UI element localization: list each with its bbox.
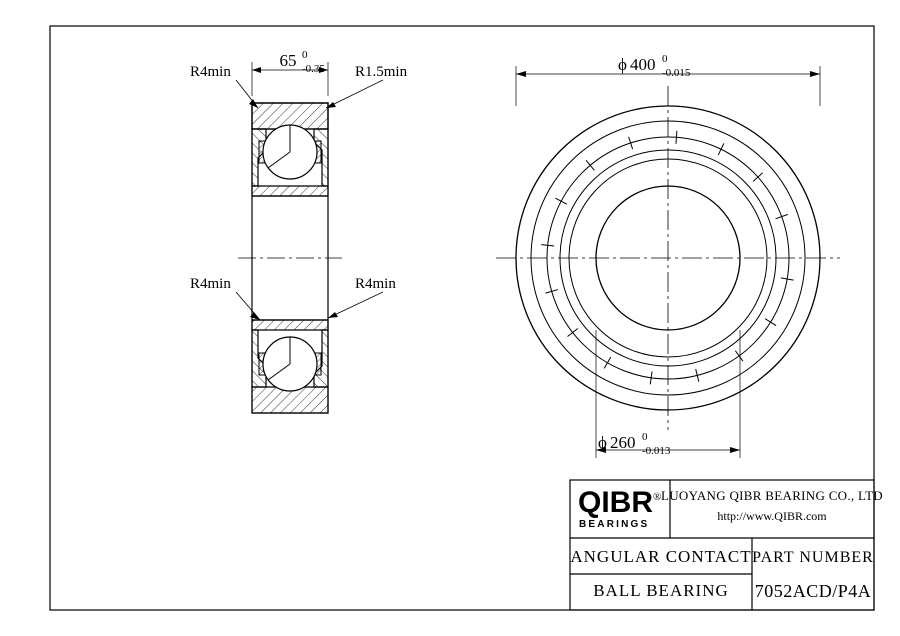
od-dim-value: 400 bbox=[630, 55, 656, 74]
product-line-1: ANGULAR CONTACT bbox=[570, 547, 752, 566]
bore-dim-lower: -0.013 bbox=[642, 445, 671, 457]
width-dim-value: 65 bbox=[279, 51, 297, 70]
bottom-inner-ring bbox=[252, 320, 328, 330]
bore-dim-value: 260 bbox=[610, 433, 636, 452]
bore-dim-symbol: ϕ bbox=[598, 433, 607, 452]
od-dim-symbol: ϕ bbox=[618, 55, 627, 74]
company-name: LUOYANG QIBR BEARING CO., LTD bbox=[661, 488, 883, 503]
company-url: http://www.QIBR.com bbox=[717, 509, 827, 523]
leader-r4min-bottom-left bbox=[236, 292, 260, 320]
note-r15min-top-right: R1.5min bbox=[355, 64, 408, 80]
note-r4min-bottom-right: R4min bbox=[355, 276, 396, 292]
width-dim-upper: 0 bbox=[302, 49, 308, 61]
note-r4min-bottom-left: R4min bbox=[190, 276, 231, 292]
brand-sub-text: BEARINGS bbox=[579, 519, 650, 530]
note-r4min-top-left: R4min bbox=[190, 64, 231, 80]
brand-registered-mark: ® bbox=[653, 491, 662, 503]
leader-r4min-top-left bbox=[236, 80, 258, 108]
od-dim-upper: 0 bbox=[662, 53, 668, 65]
part-number-label: PART NUMBER bbox=[752, 549, 874, 566]
part-number-value: 7052ACD/P4A bbox=[754, 581, 872, 601]
leader-r15min-top-right bbox=[326, 80, 383, 108]
brand-logo-text: QIBR bbox=[578, 486, 653, 519]
bore-dim-upper: 0 bbox=[642, 431, 648, 443]
front-view bbox=[496, 66, 840, 458]
cage-pockets bbox=[541, 131, 793, 384]
od-dim-lower: -0.015 bbox=[662, 67, 691, 79]
width-dim-lower: -0.35 bbox=[302, 63, 325, 75]
top-inner-ring bbox=[252, 186, 328, 196]
leader-r4min-bottom-right bbox=[328, 292, 383, 318]
product-line-2: BALL BEARING bbox=[593, 581, 729, 600]
section-view bbox=[236, 62, 383, 413]
